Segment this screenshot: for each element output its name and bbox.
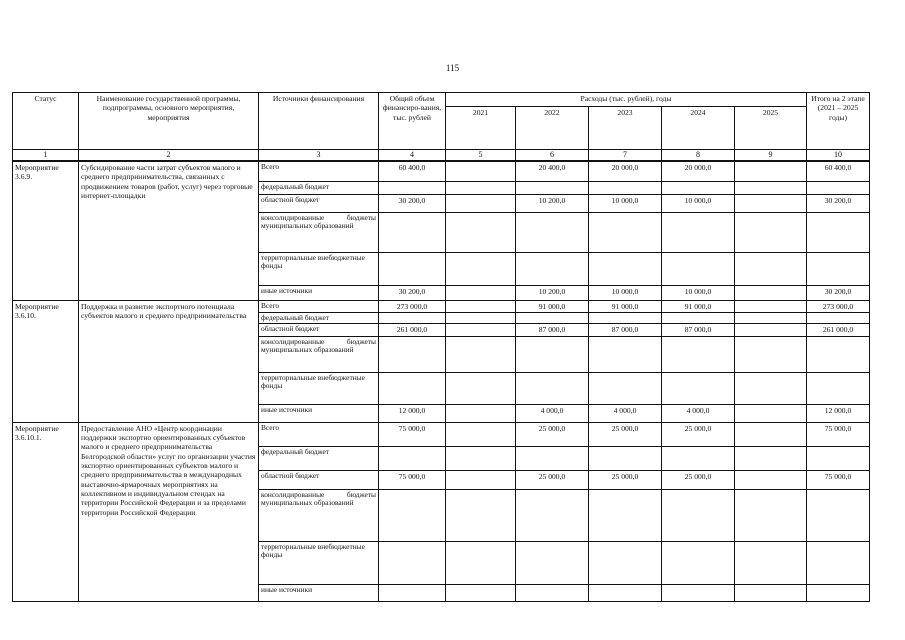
funding-source-label: Всего <box>259 300 379 312</box>
cell-year-2025 <box>735 312 807 324</box>
funding-source-label: федеральный бюджет <box>259 446 379 470</box>
cell-year-2022 <box>516 489 589 541</box>
cell-year-2021 <box>446 446 516 470</box>
cell-year-2022 <box>516 336 589 372</box>
cell-year-2023 <box>589 489 662 541</box>
funding-source-label: территориальные внебюджетные фонды <box>259 372 379 404</box>
column-number: 5 <box>446 150 516 162</box>
cell-year-2024 <box>662 584 735 601</box>
cell-itogo <box>807 336 870 372</box>
cell-year-2021 <box>446 300 516 312</box>
cell-year-2023 <box>589 212 662 252</box>
row-status: Мероприятие 3.6.10. <box>13 300 79 422</box>
cell-itogo <box>807 372 870 404</box>
cell-itogo <box>807 584 870 601</box>
cell-year-2023: 4 000,0 <box>589 404 662 422</box>
cell-itogo <box>807 446 870 470</box>
cell-itogo: 30 200,0 <box>807 285 870 300</box>
cell-year-2023 <box>589 584 662 601</box>
header-year: 2022 <box>516 107 589 150</box>
cell-year-2024: 25 000,0 <box>662 470 735 489</box>
financing-table <box>12 92 870 602</box>
column-number: 7 <box>589 150 662 162</box>
cell-total <box>379 252 446 285</box>
cell-year-2024 <box>662 181 735 194</box>
cell-itogo: 60 400,0 <box>807 161 870 181</box>
cell-year-2025 <box>735 285 807 300</box>
row-measure-name: Поддержка и развитие экспортного потенциала субъектов малого и среднего предпринимательства <box>79 300 259 422</box>
column-number: 3 <box>259 150 379 162</box>
cell-total <box>379 584 446 601</box>
funding-source-label: Всего <box>259 161 379 181</box>
cell-year-2023: 10 000,0 <box>589 285 662 300</box>
cell-year-2023: 10 000,0 <box>589 194 662 212</box>
cell-year-2022 <box>516 312 589 324</box>
cell-year-2024 <box>662 312 735 324</box>
cell-year-2025 <box>735 194 807 212</box>
cell-year-2021 <box>446 194 516 212</box>
cell-total: 12 000,0 <box>379 404 446 422</box>
funding-source-label: консолидированные бюджеты муниципальных образований <box>259 212 379 252</box>
cell-itogo: 261 000,0 <box>807 324 870 336</box>
cell-total: 75 000,0 <box>379 470 446 489</box>
cell-itogo: 273 000,0 <box>807 300 870 312</box>
cell-year-2022: 4 000,0 <box>516 404 589 422</box>
column-number: 2 <box>79 150 259 162</box>
cell-itogo: 12 000,0 <box>807 404 870 422</box>
cell-year-2021 <box>446 422 516 446</box>
cell-year-2023: 25 000,0 <box>589 422 662 446</box>
cell-year-2022 <box>516 372 589 404</box>
funding-source-label: территориальные внебюджетные фонды <box>259 252 379 285</box>
cell-year-2025 <box>735 422 807 446</box>
page-number: 115 <box>445 63 460 73</box>
cell-year-2025 <box>735 584 807 601</box>
cell-itogo <box>807 312 870 324</box>
cell-year-2021 <box>446 336 516 372</box>
cell-total: 30 200,0 <box>379 194 446 212</box>
header-year: 2025 <box>735 107 807 150</box>
cell-year-2021 <box>446 312 516 324</box>
cell-total <box>379 181 446 194</box>
cell-year-2022 <box>516 584 589 601</box>
cell-year-2024 <box>662 541 735 584</box>
cell-year-2022 <box>516 252 589 285</box>
cell-itogo: 75 000,0 <box>807 470 870 489</box>
cell-year-2023: 20 000,0 <box>589 161 662 181</box>
cell-year-2022: 25 000,0 <box>516 422 589 446</box>
column-number: 1 <box>13 150 79 162</box>
cell-year-2022: 10 200,0 <box>516 285 589 300</box>
cell-year-2021 <box>446 372 516 404</box>
header-total: Общий объем финансиро-вания, тыс. рублей <box>379 93 446 150</box>
cell-itogo <box>807 489 870 541</box>
cell-year-2021 <box>446 212 516 252</box>
header-name: Наименование государственной программы, подпрограммы, основного мероприятия, мероприятия <box>79 93 259 150</box>
cell-year-2023 <box>589 336 662 372</box>
cell-year-2022 <box>516 541 589 584</box>
cell-year-2025 <box>735 404 807 422</box>
header-year: 2021 <box>446 107 516 150</box>
cell-year-2024: 10 000,0 <box>662 194 735 212</box>
funding-source-label: территориальные внебюджетные фонды <box>259 541 379 584</box>
cell-year-2025 <box>735 336 807 372</box>
cell-total <box>379 446 446 470</box>
cell-year-2021 <box>446 404 516 422</box>
funding-source-label: иные источники <box>259 285 379 300</box>
cell-year-2023 <box>589 372 662 404</box>
funding-source-label: консолидированные бюджеты муниципальных образований <box>259 489 379 541</box>
cell-year-2024: 91 000,0 <box>662 300 735 312</box>
cell-year-2021 <box>446 285 516 300</box>
cell-year-2024: 4 000,0 <box>662 404 735 422</box>
cell-year-2025 <box>735 446 807 470</box>
funding-source-label: федеральный бюджет <box>259 312 379 324</box>
column-number: 6 <box>516 150 589 162</box>
funding-source-label: иные источники <box>259 404 379 422</box>
cell-year-2022: 91 000,0 <box>516 300 589 312</box>
table-header <box>13 93 870 162</box>
cell-year-2024 <box>662 489 735 541</box>
cell-year-2025 <box>735 372 807 404</box>
cell-year-2021 <box>446 252 516 285</box>
header-year: 2024 <box>662 107 735 150</box>
table-row <box>13 300 870 312</box>
row-status: Мероприятие 3.6.9. <box>13 161 79 300</box>
cell-year-2022: 87 000,0 <box>516 324 589 336</box>
cell-year-2021 <box>446 324 516 336</box>
funding-source-label: консолидированные бюджеты муниципальных образований <box>259 336 379 372</box>
cell-year-2025 <box>735 161 807 181</box>
cell-itogo: 30 200,0 <box>807 194 870 212</box>
cell-year-2021 <box>446 489 516 541</box>
cell-year-2022: 25 000,0 <box>516 470 589 489</box>
cell-year-2024 <box>662 336 735 372</box>
cell-year-2024: 25 000,0 <box>662 422 735 446</box>
cell-year-2022 <box>516 212 589 252</box>
cell-year-2023: 25 000,0 <box>589 470 662 489</box>
cell-year-2021 <box>446 181 516 194</box>
cell-year-2023 <box>589 541 662 584</box>
cell-total: 60 400,0 <box>379 161 446 181</box>
cell-year-2025 <box>735 252 807 285</box>
cell-year-2025 <box>735 300 807 312</box>
cell-total: 75 000,0 <box>379 422 446 446</box>
cell-total: 273 000,0 <box>379 300 446 312</box>
cell-year-2024 <box>662 212 735 252</box>
cell-total <box>379 489 446 541</box>
cell-year-2025 <box>735 181 807 194</box>
cell-itogo <box>807 541 870 584</box>
cell-total <box>379 336 446 372</box>
table-row <box>13 422 870 446</box>
cell-total <box>379 312 446 324</box>
table-body <box>13 161 870 601</box>
funding-source-label: областной бюджет <box>259 470 379 489</box>
header-expenses: Расходы (тыс. рублей), годы <box>446 93 807 107</box>
cell-itogo: 75 000,0 <box>807 422 870 446</box>
cell-year-2022 <box>516 181 589 194</box>
funding-source-label: федеральный бюджет <box>259 181 379 194</box>
cell-itogo <box>807 181 870 194</box>
cell-year-2022: 10 200,0 <box>516 194 589 212</box>
cell-year-2023: 87 000,0 <box>589 324 662 336</box>
cell-year-2024 <box>662 252 735 285</box>
cell-year-2022: 20 400,0 <box>516 161 589 181</box>
header-itogo: Итого на 2 этапе (2021 – 2025 годы) <box>807 93 870 150</box>
cell-year-2024: 20 000,0 <box>662 161 735 181</box>
header-sources: Источники финансирования <box>259 93 379 150</box>
header-status: Статус <box>13 93 79 150</box>
funding-source-label: Всего <box>259 422 379 446</box>
cell-year-2021 <box>446 161 516 181</box>
cell-year-2024 <box>662 372 735 404</box>
cell-total <box>379 541 446 584</box>
row-measure-name: Предоставление АНО «Центр координации поддержки экспортно ориентированных субъектов малого и среднего предпринимательства Белгородской области» услуг по организации участия экспортно ориентированных субъектов малого и среднего предпринимательства в международных выставочно-ярмарочных мероприятиях на коллективном и индивидуальном стендах на территории Российской Федерации и за пределами территории Российской Федерации <box>79 422 259 601</box>
cell-total <box>379 212 446 252</box>
cell-total <box>379 372 446 404</box>
cell-year-2025 <box>735 470 807 489</box>
cell-year-2025 <box>735 541 807 584</box>
funding-source-label: областной бюджет <box>259 194 379 212</box>
funding-source-label: иные источники <box>259 584 379 601</box>
column-number: 9 <box>735 150 807 162</box>
cell-year-2021 <box>446 541 516 584</box>
table-row <box>13 161 870 181</box>
cell-itogo <box>807 212 870 252</box>
cell-total: 261 000,0 <box>379 324 446 336</box>
cell-year-2021 <box>446 584 516 601</box>
row-status: Мероприятие 3.6.10.1. <box>13 422 79 601</box>
cell-year-2024: 10 000,0 <box>662 285 735 300</box>
header-year: 2023 <box>589 107 662 150</box>
cell-year-2023 <box>589 312 662 324</box>
cell-year-2025 <box>735 324 807 336</box>
cell-itogo <box>807 252 870 285</box>
cell-year-2022 <box>516 446 589 470</box>
funding-source-label: областной бюджет <box>259 324 379 336</box>
cell-year-2021 <box>446 470 516 489</box>
cell-year-2024 <box>662 446 735 470</box>
column-number: 8 <box>662 150 735 162</box>
cell-year-2023 <box>589 446 662 470</box>
cell-year-2023 <box>589 181 662 194</box>
row-measure-name: Субсидирование части затрат субъектов малого и среднего предпринимательства, связанных с продвижением товаров (работ, услуг) через торговые интернет-площадки <box>79 161 259 300</box>
cell-year-2025 <box>735 212 807 252</box>
cell-year-2024: 87 000,0 <box>662 324 735 336</box>
column-number: 10 <box>807 150 870 162</box>
cell-total: 30 200,0 <box>379 285 446 300</box>
cell-year-2023: 91 000,0 <box>589 300 662 312</box>
cell-year-2023 <box>589 252 662 285</box>
cell-year-2025 <box>735 489 807 541</box>
column-number: 4 <box>379 150 446 162</box>
